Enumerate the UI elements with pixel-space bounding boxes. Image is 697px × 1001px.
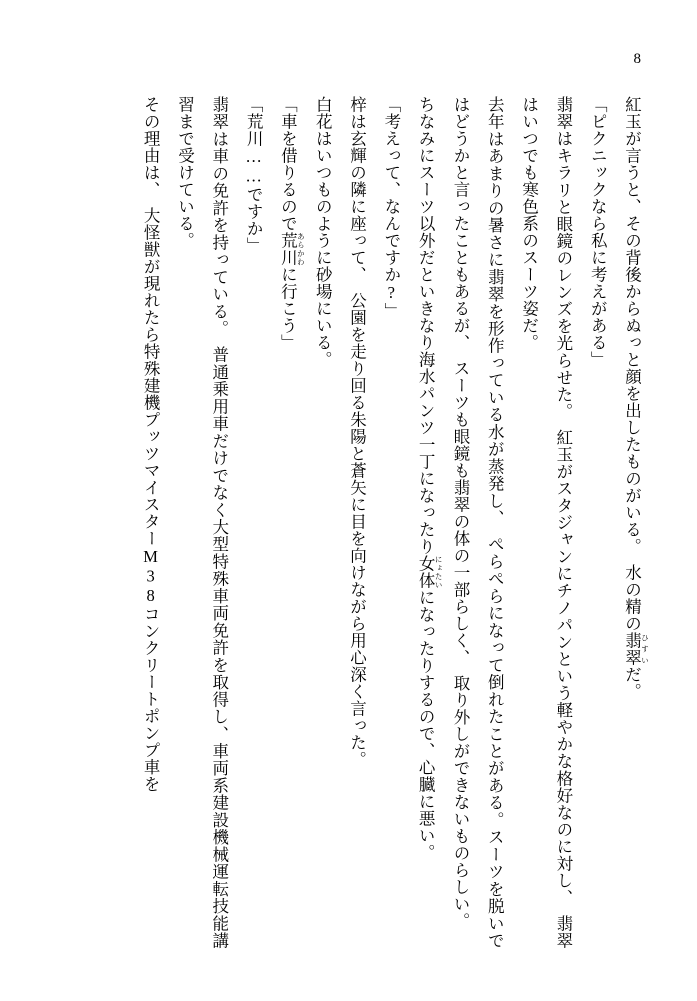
paragraph: 「荒川……ですか」	[244, 96, 264, 254]
ruby-arakawa: 荒川 あらかわ	[278, 232, 306, 266]
page-number: 8	[633, 51, 641, 67]
ruby-hisui: 翡翠 ひすい	[622, 631, 650, 666]
paragraph: 梓は玄輝の隣に座って、 公園を走り回る朱陽と蒼矢に目を向けながら用心深く言った。	[347, 96, 367, 768]
paragraph: 「ピクニックなら私に考えがある」	[588, 96, 608, 368]
paragraph: その理由は、 大怪獣が現れたら特殊建機プッツマイスターM38コンクリートポンプ車を	[141, 96, 161, 793]
paragraph: ちなみにスーツ以外だといきなり海水パンツ一丁になったり女体 にょたいになったりするので、心臓に悪い。	[416, 96, 444, 861]
paragraph: 去年はあまりの暑さに翡翠を形作っている水が蒸発し、 ぺらぺらになって倒れたことがある。スーツを脱いではどうかと言ったこともあるが、 スーツも眼鏡も翡翠の体の一部らしく、 取り外しができないものらしい。	[450, 96, 505, 949]
body-text	[48, 96, 649, 949]
paragraph: 「車を借りるので荒川 あらかわに行こう」	[278, 96, 306, 351]
ruby-nyotai: 女体 にょたい	[416, 555, 444, 589]
paragraph: 翡翠は車の免許を持っている。 普通乗用車だけでなく大型特殊車両免許を取得し、車両系建設機械運転技能講習まで受けている。	[175, 96, 229, 950]
paragraph: 「考えって、なんですか?」	[381, 96, 401, 320]
paragraph: 翡翠はキラリと眼鏡のレンズを光らせた。 紅玉がスタジャンにチノパンという軽やかな格好なのに対し、 翡翠はいつでも寒色系のスーツ姿だ。	[519, 96, 573, 949]
paragraph: 紅玉が言うと、その背後からぬっと顔を出したものがいる。 水の精の翡翠 ひすいだ。	[622, 96, 650, 700]
paragraph: 白花はいつものように砂場にいる。	[313, 96, 333, 368]
